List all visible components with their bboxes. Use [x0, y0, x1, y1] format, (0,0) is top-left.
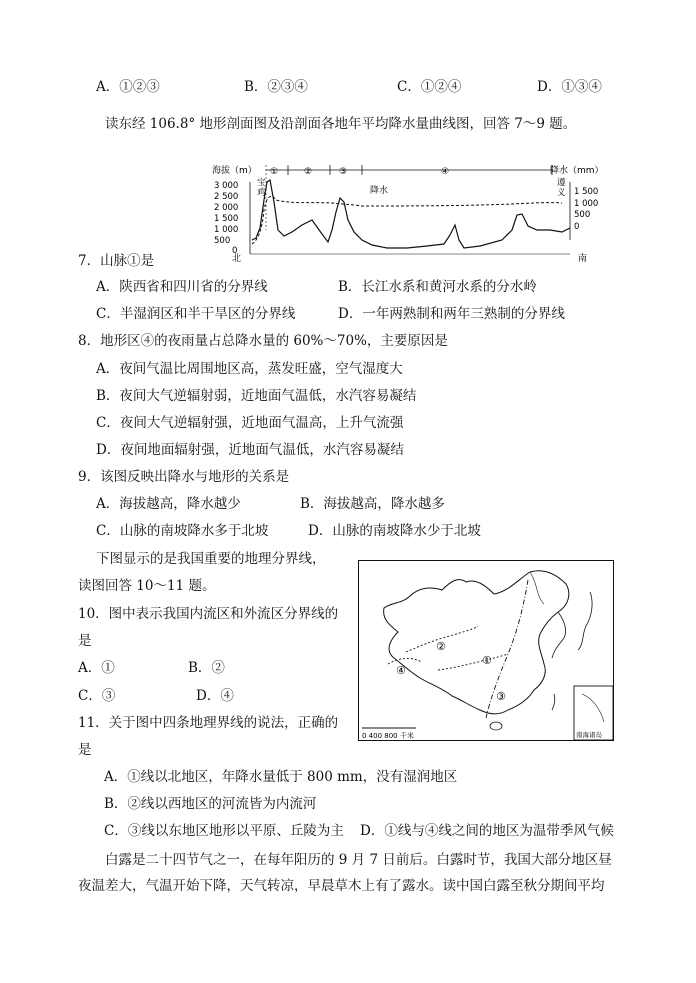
precip-tick-1500: 1 500 [574, 187, 599, 197]
q11-option-d: D．①线与④线之间的地区为温带季风气候 [360, 823, 614, 839]
map-label-2: ② [436, 640, 446, 653]
bailu-line2: 夜温差大，气温开始下降，天气转凉，早晨草木上有了露水。读中国白露至秋分期间平均 [78, 878, 605, 894]
elevation-axis-title: 海拔（m） [212, 166, 257, 176]
q7-option-c: C．半湿润区和半干旱区的分界线 [96, 306, 296, 322]
q8-option-c: C．夜间大气逆辐射强，近地面气温高，上升气流强 [96, 415, 404, 431]
place-zunyi-2: 义 [557, 188, 566, 198]
inset-label: 南海诸岛 [576, 731, 602, 739]
option-a-top: A．①②③ [96, 79, 160, 95]
terrain-profile-line [252, 180, 570, 248]
q9-option-b: B．海拔越高，降水越多 [300, 496, 445, 512]
north-label: 北 [232, 254, 242, 262]
zone-label-2: ② [304, 167, 313, 177]
place-zunyi-1: 遵 [557, 178, 566, 188]
elev-tick-500: 500 [214, 236, 231, 246]
place-baoji-1: 宝 [257, 178, 266, 188]
q8-option-b: B．夜间大气逆辐射弱，近地面气温低，水汽容易凝结 [96, 388, 417, 404]
map-label-1: ① [482, 654, 492, 667]
q10-option-c: C．③ [78, 688, 116, 704]
map-label-4: ④ [396, 664, 406, 677]
q11-option-a: A．①线以北地区，年降水量低于 800 mm，没有湿润地区 [104, 769, 458, 785]
precip-tick-500: 500 [574, 210, 591, 220]
q9-stem: 9．该图反映出降水与地形的关系是 [78, 469, 290, 485]
zone-label-4: ④ [441, 167, 450, 177]
terrain-profile-figure [212, 160, 608, 262]
q9-option-d: D．山脉的南坡降水少于北坡 [308, 523, 481, 539]
south-label: 南 [578, 254, 588, 262]
elev-tick-0: 0 [232, 246, 238, 256]
elev-tick-2000: 2 000 [214, 203, 239, 213]
precip-axis-title: 降水（mm） [550, 166, 604, 176]
q7-stem: 7．山脉①是 [78, 253, 155, 269]
precip-tick-1000: 1 000 [574, 199, 599, 209]
map-intro-line1: 下图显示的是我国重要的地理分界线， [96, 551, 326, 567]
q8-option-a: A．夜间气温比周围地区高，蒸发旺盛，空气湿度大 [96, 361, 403, 377]
q7-option-d: D．一年两熟制和两年三熟制的分界线 [338, 306, 565, 322]
place-baoji-2: 鸡 [257, 188, 266, 198]
zone-label-3: ③ [339, 167, 348, 177]
q11-stem-line2: 是 [78, 742, 92, 758]
q9-option-c: C．山脉的南坡降水多于北坡 [96, 523, 269, 539]
q11-stem-line1: 11．关于图中四条地理界线的说法，正确的 [78, 715, 339, 731]
china-boundary-map [358, 560, 614, 741]
map-label-3: ③ [496, 690, 506, 703]
elev-tick-2500: 2 500 [214, 192, 239, 202]
q7-option-a: A．陕西省和四川省的分界线 [96, 279, 268, 295]
q9-option-a: A．海拔越高，降水越少 [96, 496, 241, 512]
q7-option-b: B．长江水系和黄河水系的分水岭 [338, 279, 537, 295]
q11-option-c: C．③线以东地区地形以平原、丘陵为主 [104, 823, 344, 839]
elev-tick-3000: 3 000 [214, 181, 239, 191]
elev-tick-1000: 1 000 [214, 225, 239, 235]
profile-intro: 读东经 106.8° 地形剖面图及沿剖面各地年平均降水量曲线图，回答 7～9 题。 [105, 116, 577, 132]
q10-option-a: A．① [78, 660, 115, 676]
option-c-top: C．①②④ [397, 79, 462, 95]
q10-stem-line1: 10．图中表示我国内流区和外流区分界线的 [78, 606, 339, 622]
q10-option-d: D．④ [196, 688, 234, 704]
q11-option-b: B．②线以西地区的河流皆为内流河 [104, 796, 317, 812]
elev-tick-1500: 1 500 [214, 214, 239, 224]
option-b-top: B．②③④ [244, 79, 308, 95]
q8-option-d: D．夜间地面辐射强，近地面气温低，水汽容易凝结 [96, 442, 404, 458]
option-d-top: D．①③④ [537, 79, 602, 95]
q10-option-b: B．② [188, 660, 225, 676]
zone-label-1: ① [270, 167, 279, 177]
q8-stem: 8．地形区④的夜雨量占总降水量的 60%～70%，主要原因是 [78, 333, 448, 349]
map-scale: 0 400 800 千米 [362, 732, 414, 740]
precip-curve-label: 降水 [370, 186, 389, 196]
map-intro-line2: 读图回答 10～11 题。 [78, 578, 216, 594]
q10-stem-line2: 是 [78, 633, 92, 649]
precip-tick-0: 0 [574, 222, 580, 232]
bailu-line1: 白露是二十四节气之一，在每年阳历的 9 月 7 日前后。白露时节，我国大部分地区昼 [105, 852, 612, 868]
